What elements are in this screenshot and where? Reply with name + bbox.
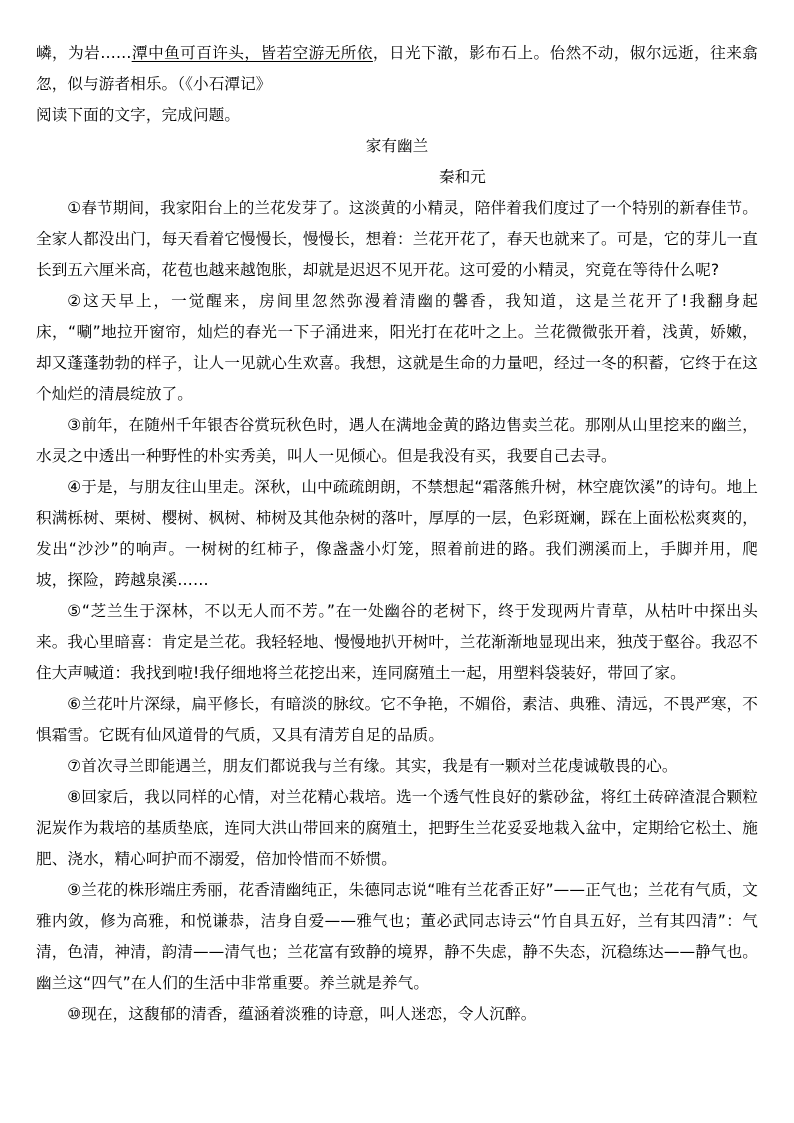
classical-excerpt (36, 38, 758, 100)
excerpt-after: ，日光下澈，影布石上。佁然不动，俶尔远逝，往来翕忽，似与游者相乐。（《小石潭记》 (36, 44, 758, 93)
excerpt-underlined: 潭中鱼可百许头，皆若空游无所依 (131, 44, 373, 62)
article-paragraph-3: ③前年，在随州千年银杏谷赏玩秋色时，遇人在满地金黄的路边售卖兰花。那刚从山里挖来的幽兰，水灵之中透出一种野性的朴实秀美，叫人一见倾心。但是我没有买，我要自己去寻。 (36, 416, 758, 465)
instruction-text: 阅读下面的文字，完成问题。 (36, 106, 241, 124)
article-paragraph-5: ⑤“芝兰生于深林，不以无人而不芳。”在一处幽谷的老树下，终于发现两片青草，从枯叶中探出头来。我心里暗喜：肯定是兰花。我轻轻地、慢慢地扒开树叶，兰花渐渐地显现出来，独茂于壑谷。我忍不住大声喊道：我找到啦!我仔细地将兰花挖出来，连同腐殖土一起，用塑料袋装好，带回了家。 (36, 602, 758, 682)
article-paragraph-10: ⑩现在，这馥郁的清香，蕴涵着淡雅的诗意，叫人迷恋，令人沉醉。 (67, 1005, 537, 1023)
article-paragraph-8: ⑧回家后，我以同样的心情，对兰花精心栽培。选一个透气性良好的紫砂盆，将红土砖碎渣混合颗粒泥炭作为栽培的基质垫底，连同大洪山带回来的腐殖土，把野生兰花妥妥地栽入盆中，定期给它松土、施肥、浇水，精心呵护而不溺爱，倍加怜惜而不娇惯。 (36, 788, 758, 868)
document-page (36, 38, 758, 1030)
article-paragraph-2: ②这天早上，一觉醒来，房间里忽然弥漫着清幽的馨香，我知道，这是兰花开了!我翻身起床，“唰”地拉开窗帘，灿烂的春光一下子涌进来，阳光打在花叶之上。兰花微微张开着，浅黄，娇嫩，却又蓬蓬勃勃的样子，让人一见就心生欢喜。我想，这就是生命的力量吧，经过一冬的积蓄，它终于在这个灿烂的清晨绽放了。 (36, 292, 758, 403)
article-paragraph-6: ⑥兰花叶片深绿，扁平修长，有暗淡的脉纹。它不争艳，不媚俗，素洁、典雅、清远，不畏严寒，不惧霜雪。它既有仙风道骨的气质，又具有清芳自足的品质。 (36, 695, 758, 744)
article-paragraph-9: ⑨兰花的株形端庄秀丽，花香清幽纯正，朱德同志说“唯有兰花香正好”——正气也；兰花有气质，文雅内敛，修为高雅，和悦谦恭，洁身自爱——雅气也；董必武同志诗云“竹自具五好，兰有其四清”：气清，色清，神清，韵清——清气也；兰花富有致静的境界，静不失虑，静不失态，沉稳练达——静气也。幽兰这“四气”在人们的生活中非常重要。养兰就是养气。 (36, 881, 758, 992)
article-paragraph-1: ①春节期间，我家阳台上的兰花发芽了。这淡黄的小精灵，陪伴着我们度过了一个特别的新春佳节。全家人都没出门，每天看着它慢慢长，慢慢长，想着：兰花开花了，春天也就来了。可是，它的芽儿一直长到五六厘米高，花苞也越来越饱胀，却就是迟迟不见开花。这可爱的小精灵，究竟在等待什么呢? (36, 199, 758, 279)
article-title: 家有幽兰 (365, 137, 429, 155)
article-paragraph-7: ⑦首次寻兰即能遇兰，朋友们都说我与兰有缘。其实，我是有一颗对兰花虔诚敬畏的心。 (67, 757, 678, 775)
article-author: 秦和元 (439, 168, 486, 186)
excerpt-before: 嶙，为岩…… (36, 44, 132, 62)
article-paragraph-4: ④于是，与朋友往山里走。深秋，山中疏疏朗朗，不禁想起“霜落熊升树，林空鹿饮溪”的诗句。地上积满栎树、栗树、樱树、枫树、柿树及其他杂树的落叶，厚厚的一层，色彩斑斓，踩在上面松松爽爽的，发出“沙沙”的响声。一树树的红柿子，像盏盏小灯笼，照着前进的路。我们溯溪而上，手脚并用，爬坡，探险，跨越泉溪…… (36, 478, 758, 589)
